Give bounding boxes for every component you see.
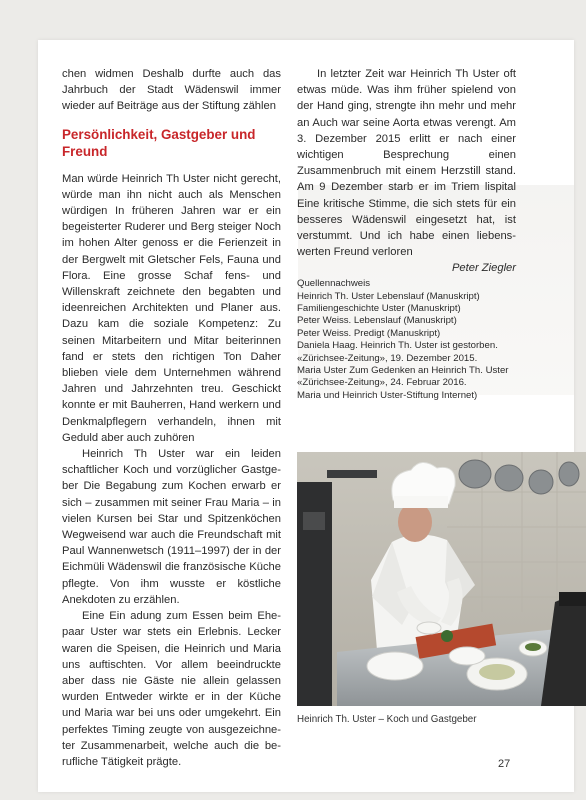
photo-caption: Heinrich Th. Uster – Koch und Gastgeber <box>297 714 477 725</box>
page-number: 27 <box>498 758 511 770</box>
source-item: Peter Weiss. Predigt (Manuskript) <box>297 327 441 339</box>
paragraph-cooking: Heinrich Th Uster war ein leiden schaftlicher Koch und vorzüglicher Gastgeber Die Begabung zum Kochen erwarb er sich – zusammen mit seiner Frau Maria – in vielen Kursen bei Star und Spitzenköchen Wegweisend war auch die Freundschaft mit Paul Wannenwetsch (1911–1997) der in der Eichmüli Wädenswil die französische Küche pflegte. Von ihm wusste er köstliche Anekdoten zu erzählen. <box>62 448 281 606</box>
left-column <box>62 66 281 770</box>
sources-heading: Quellennachweis <box>297 277 371 289</box>
intro-paragraph: chen widmen Deshalb durfte auch das Jahrbuch der Stadt Wädenswil immer wieder auf Beiträge aus der Stiftung zählen <box>62 68 281 113</box>
right-column <box>297 66 516 402</box>
paragraph-hospitality: Eine Ein adung zum Essen beim Ehepaar Uster war stets ein Erlebnis. Lecker waren die Speisen, die Heinrich und Maria uns auftischten. Vor allem beeindruckte aber dass nie Gäste nie allein gelassen wurden Entweder wirkte er in der Küche und Maria war bei uns oder umgekehrt. Ein perfektes Timing zeugte von ausgezeichneter Zusammenarbeit, welche auch die berufliche Tätigkeit prägte. <box>62 610 281 768</box>
author-signature: Peter Ziegler <box>451 262 516 275</box>
paragraph-personality: Man würde Heinrich Th Uster nicht gerecht, würde man ihn nicht auch als Menschen würdigen In früheren Jahren war er ein begeisterter Ruderer und Berg steiger Noch im hohen Alter genoss er die Ferienzeit in der Bergwelt mit Gletscher Fels, Fauna und Flora. Eine grosse Schaf fens- und Willenskraft zeichnete den begabten und ideenreichen Architekten und Planer aus. Dazu kam die soziale Kompetenz: Zu seinen Mitarbeitern und Mitar beiterinnen fand er stets den richtigen Ton Daher blieben viele dem Unternehmen während Jahren und Jahrzehnten treu. Geschickt konnte er mit Bauherren, Hand werkern und Denkmalpflegern verhandeln, ihnen mit Geduld aber auch zuhören <box>62 172 281 444</box>
source-item: Maria und Heinrich Uster-Stiftung Internet) <box>297 389 478 401</box>
section-heading: Persönlichkeit, Gastgeber und Freund <box>62 126 256 159</box>
source-item: Peter Weiss. Lebenslauf (Manuskript) <box>297 315 457 327</box>
source-item: Familiengeschichte Uster (Manuskript) <box>297 303 461 315</box>
paragraph-final-days: In letzter Zeit war Heinrich Th Uster oft etwas müde. Was ihm früher spielend von der Hand ging, strengte ihn mehr und mehr an Auch war seine Aorta etwas verengt. Am 3. Dezember 2015 erlitt er nach einer wichtigen Besprechung einen Zusammenbruch mit einem Herzstill stand. Am 9 Dezember starb er im Triem lispital Eine kritische Stimme, die sich stets für ein besseres Wädenswil eingesetzt hat, ist verstummt. Und ich habe einen liebenswerten Freund verloren <box>297 68 516 259</box>
source-item: Maria Uster Zum Gedenken an Heinrich Th. Uster «Zürichsee-Zeitung», 24. Februar 2016. <box>297 365 509 389</box>
source-item: Daniela Haag. Heinrich Th. Uster ist gestorben. «Zürichsee-Zeitung», 19. Dezember 2015. <box>297 340 498 364</box>
source-item: Heinrich Th. Uster Lebenslauf (Manuskript) <box>297 290 480 302</box>
chef-photo-illustration <box>297 452 586 706</box>
chef-photo <box>297 452 586 706</box>
